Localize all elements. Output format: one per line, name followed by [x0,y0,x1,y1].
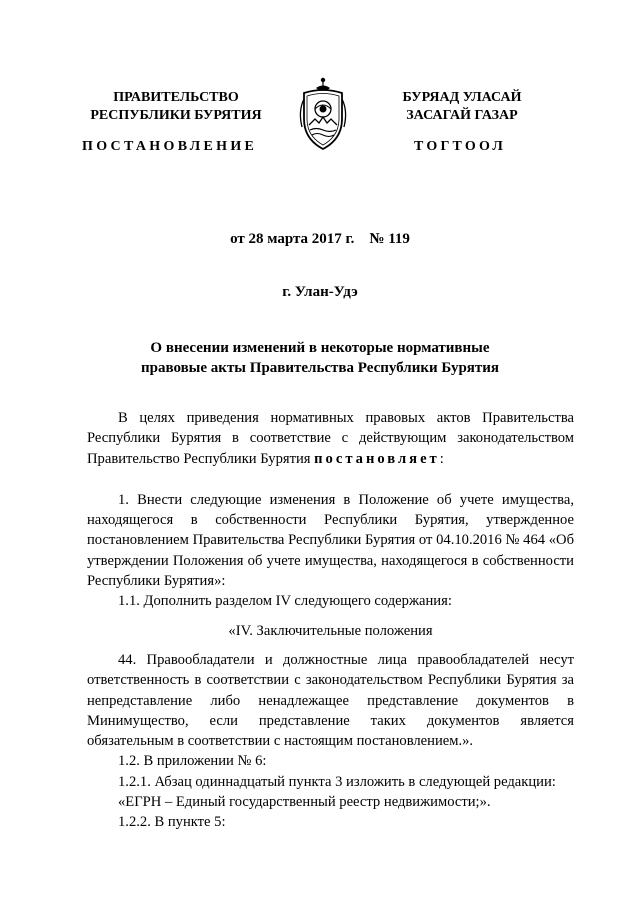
date-number: от 28 марта 2017 г. № 119 [230,231,410,247]
coat-of-arms-icon [296,75,350,153]
preamble-end: : [439,450,444,467]
preamble-text: В целях приведения нормативных правовых актов Правительства Республики Бурятия в соответствие с действующим законодательством Правительство Республики Бурятия [87,410,574,467]
paragraph-item-1-2-1: 1.2.1. Абзац одиннадцатый пункта 3 изложить в следующей редакции: [118,773,556,790]
paragraph-item-1-2-2: 1.2.2. В пункте 5: [118,814,226,831]
org-name-ru-line1: ПРАВИТЕЛЬСТВО [113,90,239,105]
document-body [87,408,574,833]
document-title [100,338,540,378]
org-name-bur-line2: ЗАСАГАЙ ГАЗАР [406,108,518,123]
org-name-ru-line2: РЕСПУБЛИКИ БУРЯТИЯ [90,108,262,123]
paragraph-item-1-1: 1.1. Дополнить разделом IV следующего содержания: [118,593,452,610]
paragraph-item-1-2: 1.2. В приложении № 6: [118,753,267,770]
decree-type-ru: ПОСТАНОВЛЕНИЕ [82,139,258,154]
city: г. Улан-Удэ [282,284,358,300]
decree-type-bur: ТОГТООЛ [414,139,507,154]
paragraph-item-44: 44. Правообладатели и должностные лица правообладателей несут ответственность в соответствии с законодательством Республики Бурятия за непредставление либо ненадлежащее представление документов в Минимущество, если представление таких документов является обязательным в соответствии с настоящим постановлением.». [87,651,574,750]
title-line1: О внесении изменений в некоторые нормативные [150,340,490,356]
paragraph-item-1: 1. Внести следующие изменения в Положение об учете имущества, находящегося в собственности Республики Бурятия, утвержденное постановлением Правительства Республики Бурятия от 04.10.2016 № 464 «Об утверждении Положения об учете имущества, находящегося в собственности Республики Бурятия»: [87,491,574,590]
paragraph-preamble [87,408,574,469]
preamble-keyword: постановляет [314,450,440,467]
paragraph-egrn-definition: «ЕГРН – Единый государственный реестр недвижимости;». [118,794,491,811]
header-left-block [85,89,267,125]
title-line2: правовые акты Правительства Республики Бурятия [140,360,500,376]
org-name-bur-line1: БУРЯАД УЛАСАЙ [402,90,522,105]
section-heading-iv: «IV. Заключительные положения [228,622,433,639]
header-right-block [374,89,550,125]
